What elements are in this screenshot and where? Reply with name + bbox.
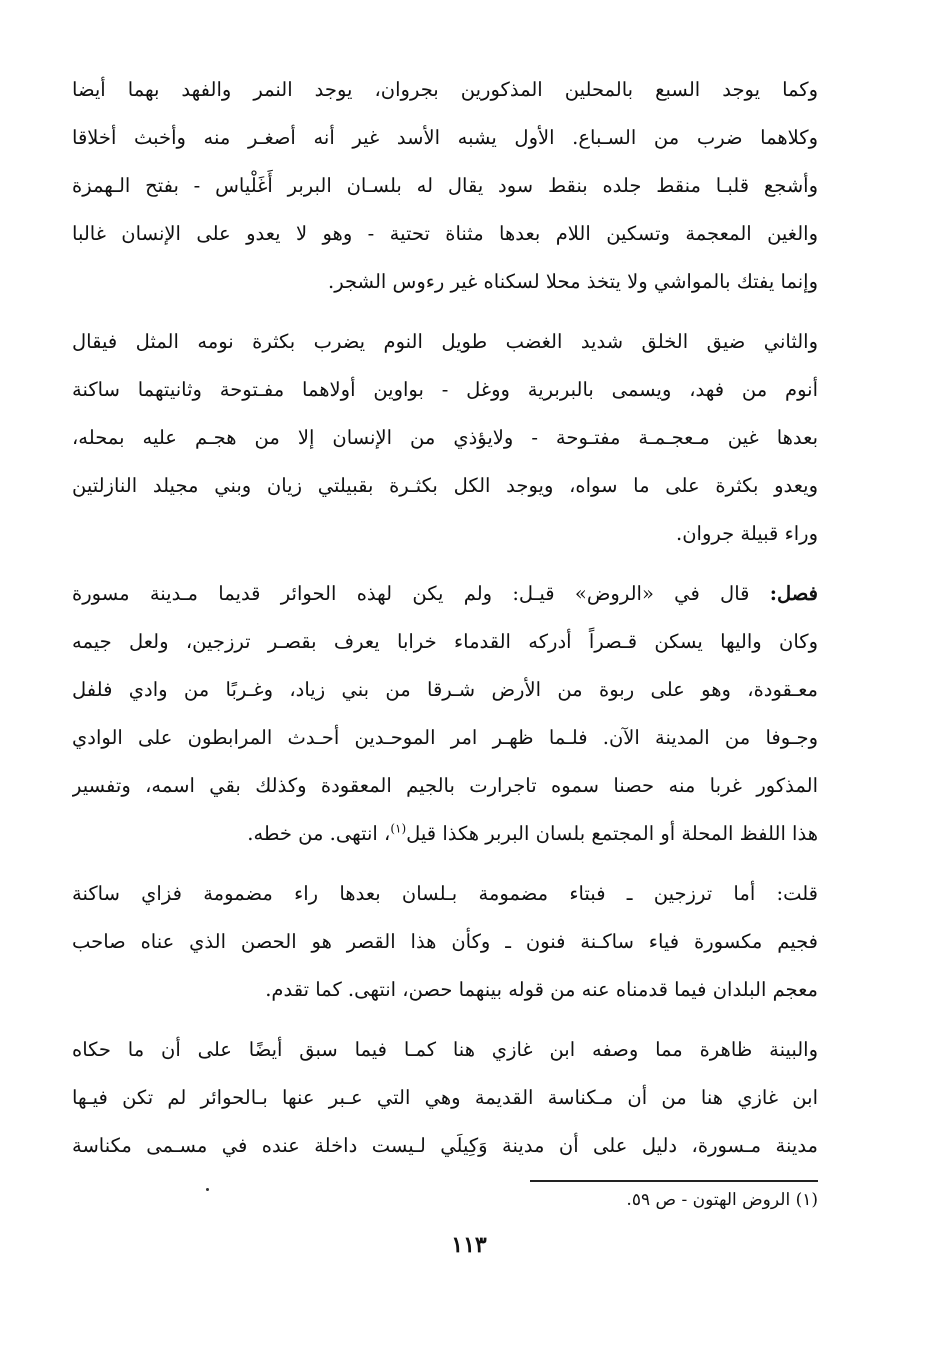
text-line: وكلاهما ضرب من السـباع. الأول يشبه الأسد غير أنه أصغـر منه وأخبث أخلاقا (72, 126, 818, 149)
text-line: معـقودة، وهو على ربوة من الأرض شـرقا من بني زياد، وغـربًا من وادي فلفل (72, 678, 818, 701)
text-line: معجم البلدان فيما قدمناه عنه من قوله بينهما حصن، انتهى. كما تقدم. (265, 978, 818, 1001)
text-line: قلت: أما ترزجين ـ فبتاء مضمومة بـلسان بعدها راء مضمومة فزاي ساكنة (72, 882, 818, 905)
text-line: والبينة ظاهرة مما وصفه ابن غازي هنا كمـا فيما سبق أيضًا على أن ما حكاه (72, 1038, 818, 1061)
text-line: وكما يوجد السبع بالمحلين المذكورين بجروان، يوجد النمر والفهد بهما أيضا (72, 78, 818, 101)
body-text (72, 66, 818, 1170)
text-line: والغين المعجمة وتسكين اللام بعدها مثناة تحتية - وهو لا يعدو على الإنسان غالبا (72, 222, 818, 245)
page-number: ١١٣ (451, 1232, 487, 1258)
text-line-tail: ، انتهى. من خطه. (247, 822, 391, 845)
footnote: (١) الروض الهتون - ص ٥٩. (626, 1190, 818, 1210)
text-line: المذكور غربا منه حصنا سموه تاجرارت بالجيم المعقودة وكذلك بقي اسمه، وتفسير (72, 774, 818, 797)
paragraph-3 (72, 570, 818, 858)
scan-speck (206, 1188, 209, 1191)
footnote-reference: (١) (390, 821, 407, 836)
section-heading: فصل: (769, 582, 818, 605)
text-line: وكان واليها يسكن قـصراً أدركه القدماء خرابا يعرف بقصـر ترزجين، ولعل جيمه (72, 630, 818, 653)
text-line-body: قال في «الروض» قيـل: ولم يكن لهذه الحوائر قديما مـدينة مسورة (72, 582, 750, 605)
text-line: بعدها غين مـعجـمـة مفتـوحة - ولايؤذي من الإنسان إلا من هجـم عليه بمحله، (72, 426, 818, 449)
text-line (72, 810, 818, 858)
text-line: فجيم مكسورة فياء ساكـنة فنون ـ وكأن هذا القصر هو الحصن الذي عناه صاحب (72, 930, 818, 953)
text-line: وأشجع قلبـا منقط جلده بنقط سود يقال له بلسـان البربر أَغَلْياس - بفتح الـهمزة (72, 174, 818, 197)
text-line-body: هذا اللفظ المحلة أو المجتمع بلسان البربر هكذا قيل (406, 822, 818, 845)
footnote-divider (530, 1180, 818, 1182)
text-line: وجـوفا من المدينة الآن. فلـما ظهـر امر الموحـدين أحـدث المرابطون على الوادي (72, 726, 818, 749)
text-line: وإنما يفتك بالمواشي ولا يتخذ محلا لسكناه غير رءوس الشجر. (328, 270, 818, 293)
paragraph-5 (72, 1026, 818, 1170)
text-line: ويعدو بكثرة على ما سواه، ويوجد الكل بكثـرة بقبيلتي زيان وبني مجيلد النازلتين (72, 474, 818, 497)
text-line: أنوم من فهد، ويسمى بالبربرية ووغل - بواوين أولاهما مفـتوحة وثانيتهما ساكنة (72, 378, 818, 401)
text-line: والثاني ضيق الخلق شديد الغضب طويل النوم يضرب بكثرة نومه المثل فيقال (72, 330, 818, 353)
text-line: مدينة مـسورة، دليل على أن مدينة وَكِيلَي لـيست داخلة عنده في مسـمى مكناسة (72, 1134, 818, 1157)
text-line: وراء قبيلة جروان. (676, 522, 818, 545)
text-line: ابن غازي هنا من أن مـكناسة القديمة وهي التي عـبر عنها بـالحوائر لم تكن فيـها (72, 1086, 818, 1109)
paragraph-1 (72, 66, 818, 306)
paragraph-2 (72, 318, 818, 558)
text-line (72, 570, 818, 618)
paragraph-4 (72, 870, 818, 1014)
